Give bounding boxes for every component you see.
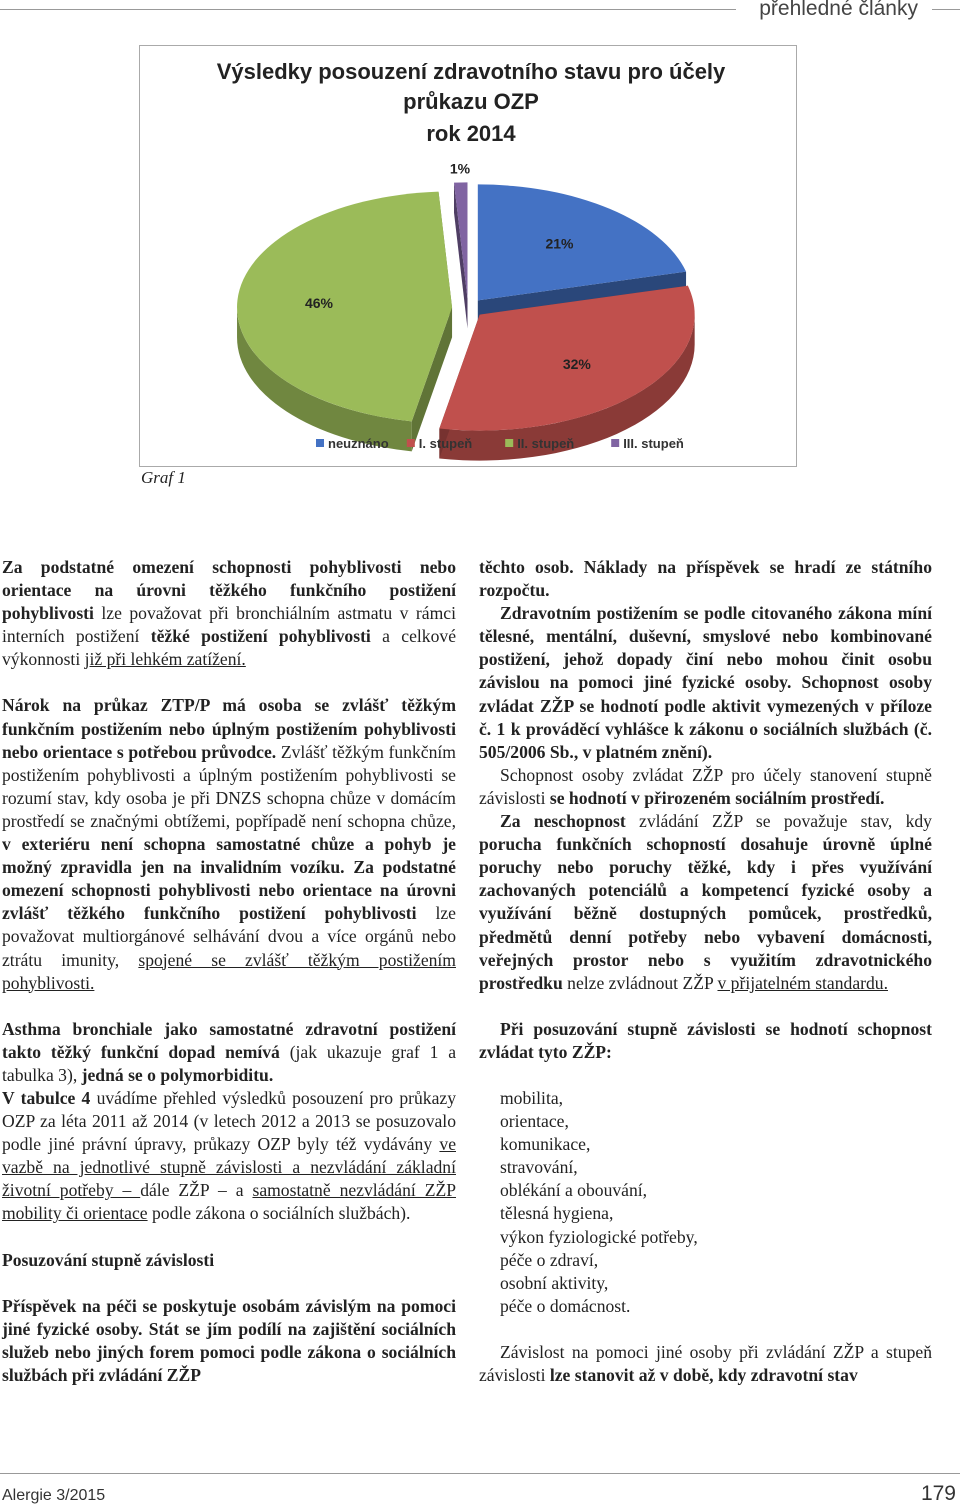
zzp-list (479, 1087, 932, 1318)
r4-bold-a: Za neschopnost (500, 811, 626, 832)
left-paragraph-2 (2, 694, 456, 994)
p2-text-b: Zvlášť těžkým funkčním postižením pohyblivosti a úplným postižením pohyblivosti se rozumí stav, kdy osoba je při DNZS schopna chůze v domácím prostředí se značnými obtížemi, popřípadě není schopna chůze, (2, 741, 456, 831)
list-item: péče o zdraví, (500, 1249, 599, 1270)
chart-title-line-3: rok 2014 (426, 121, 516, 146)
p4-bold-a: V tabulce 4 (2, 1087, 91, 1108)
list-item: mobilita, (500, 1087, 564, 1108)
list-item: výkon fyziologické potřeby, (500, 1226, 698, 1247)
legend-swatch (316, 439, 324, 447)
p2-text-d: lze považovat multiorgánové selhávání dvou a více orgánů nebo ztrátu imunity, (2, 903, 456, 970)
list-item: oblékání a obouvání, (500, 1180, 648, 1201)
right-paragraph-5 (479, 1018, 932, 1064)
r1-bold: těchto osob. Náklady na příspěvek se hradí ze státního rozpočtu. (479, 557, 932, 601)
right-paragraph-2 (479, 602, 932, 764)
list-item: komunikace, (500, 1134, 591, 1155)
right-column (479, 556, 932, 1387)
left-paragraph-5 (2, 1295, 456, 1387)
list-item: stravování, (500, 1157, 578, 1178)
legend-label: II. stupeň (517, 436, 575, 451)
section-header: přehledné články (759, 0, 918, 20)
chart-title-line-1: Výsledky posouzení zdravotního stavu pro účely (216, 59, 726, 84)
r6-text-a: Závislost na pomoci jiné osoby při zvládání ZŽP a stupeň závislosti (479, 1341, 932, 1385)
left-paragraph-3 (2, 1018, 456, 1087)
p1-underlined-e: již při lehkém zatížení. (84, 649, 246, 670)
slice-label: 46% (304, 294, 334, 311)
p1-bold-c: těžké postižení pohyblivosti (150, 626, 371, 647)
p1-text-d: a celkové výkonnosti (2, 626, 456, 670)
right-paragraph-4 (479, 810, 932, 995)
r3-bold-b: se hodnotí v přirozeném sociálním prostředí. (549, 787, 885, 808)
figure-caption: Graf 1 (141, 468, 186, 487)
legend-label: III. stupeň (623, 436, 684, 451)
legend-label: neuznáno (328, 436, 389, 451)
p1-text-b: lze považovat při bronchiálním astmatu v rámci interních postižení (2, 603, 456, 647)
left-column (2, 556, 456, 1387)
p4-underlined-e: samostatně nezvládání ZŽP mobility či orientace (2, 1180, 456, 1224)
chart-title-line-2: průkazu OZP (403, 89, 539, 114)
left-paragraph-4 (2, 1087, 456, 1226)
pie-chart-svg (140, 46, 796, 466)
p5-bold: Příspěvek na péči se poskytuje osobám závislým na pomoci jiné fyzické osoby. Stát se jím podílí na zajištění sociálních služeb nebo jiných forem pomoci podle zákona o sociálních službách při zvládání ZŽP (2, 1295, 456, 1385)
slice-label: 32% (562, 355, 591, 372)
list-item: orientace, (500, 1111, 569, 1132)
list-item: péče o domácnost. (500, 1295, 631, 1316)
r4-underlined-e: v přijatelném standardu. (717, 972, 888, 993)
r4-bold-c: porucha funkčních schopností dosahuje úrovně úplné poruchy nebo poruchy těžké, kdy i přes využívání zachovaných potenciálů a kompetencí fyzické osoby a využívání běžně dostupných pomůcek, prostředků, předmětů denní potřeby nebo vybavení domácnosti, veřejných prostor nebo s využitím zdravotnického prostředku (479, 834, 932, 993)
footer-rule (0, 1473, 960, 1474)
p3-text-b: (jak ukazuje graf 1 a tabulka 3), (2, 1041, 457, 1085)
slice-label: 21% (545, 235, 574, 252)
heading-text: Posuzování stupně závislosti (2, 1249, 215, 1270)
p2-underlined-e: spojené se zvlášť těžkým postižením pohyblivosti. (2, 949, 456, 993)
r6-bold-b: lze stanovit až v době, kdy zdravotní stav (549, 1365, 858, 1385)
r4-text-d: nelze zvládnout ZŽP (562, 972, 718, 993)
page-number: 179 (920, 1482, 956, 1505)
p4-text-d: dále ZŽP – a (140, 1180, 253, 1201)
right-paragraph-1 (479, 556, 932, 602)
p4-text-f: podle zákona o sociálních službách). (147, 1203, 411, 1224)
right-paragraph-6 (479, 1341, 932, 1387)
legend-swatch (407, 439, 415, 447)
legend-swatch (505, 439, 513, 447)
p2-bold-a: Nárok na průkaz ZTP/P má osoba se zvlášť těžkým funkčním postižením nebo úplným postižením pohyblivosti nebo orientace s potřebou průvodce. (2, 695, 456, 762)
right-paragraph-3 (479, 764, 932, 810)
pie-slice (454, 182, 467, 298)
p3-bold-c: jedná se o polymorbiditu. (81, 1064, 274, 1085)
list-item: osobní aktivity, (500, 1272, 609, 1293)
p3-bold-a: Asthma bronchiale jako samostatné zdravotní postižení takto těžký funkční dopad nemívá (2, 1018, 456, 1062)
legend-label: I. stupeň (418, 436, 473, 451)
p4-underlined-c: ve vazbě na jednotlivé stupně závislosti a nezvládání základní životní potřeby – (2, 1134, 456, 1201)
header-rule-right (932, 9, 960, 10)
journal-issue: Alergie 3/2015 (2, 1487, 106, 1504)
left-paragraph-1 (2, 556, 456, 671)
r5-bold: Při posuzování stupně závislosti se hodnotí schopnost zvládat tyto ZŽP: (479, 1018, 932, 1062)
section-heading (2, 1249, 456, 1272)
p4-text-b: uvádíme přehled výsledků posouzení pro průkazy OZP za léta 2011 až 2014 (v letech 2012 a 2013 se posuzovalo podle jiné právní úpravy, průkazy OZP byly též vydávány (2, 1087, 456, 1155)
header-rule-left (0, 9, 736, 10)
slice-label: 1% (449, 160, 471, 177)
p2-bold-c: v exteriéru není schopna samostatné chůze a pohyb je možný zpravidla jen na invalidním vozíku. Za podstatné omezení schopnosti pohyblivosti nebo orientace na úrovni zvlášť těžkého funkčního postižení pohyblivosti (2, 834, 456, 924)
p1-bold-a: Za podstatné omezení schopnosti pohyblivosti nebo orientace na úrovni těžkého funkčního postižení pohyblivosti (2, 557, 456, 624)
list-item: tělesná hygiena, (500, 1203, 614, 1224)
r2-bold: Zdravotním postižením se podle citovaného zákona míní tělesné, mentální, duševní, smyslové nebo kombinované postižení, jehož dopady činí nebo mohou činit osobu závislou na pomoci jiné fyzické osoby. Schopnost osoby zvládat ZŽP se hodnotí podle aktivit vymezených v příloze č. 1 k prováděcí vyhlášce k zákonu o sociálních službách (č. 505/2006 Sb., v platném znění). (479, 603, 932, 762)
pie-chart-figure (139, 45, 797, 467)
legend-swatch (611, 439, 619, 447)
r3-text-a: Schopnost osoby zvládat ZŽP pro účely stanovení stupně závislosti (479, 764, 932, 808)
r4-text-b: zvládání ZŽP se považuje stav, kdy (625, 811, 932, 832)
